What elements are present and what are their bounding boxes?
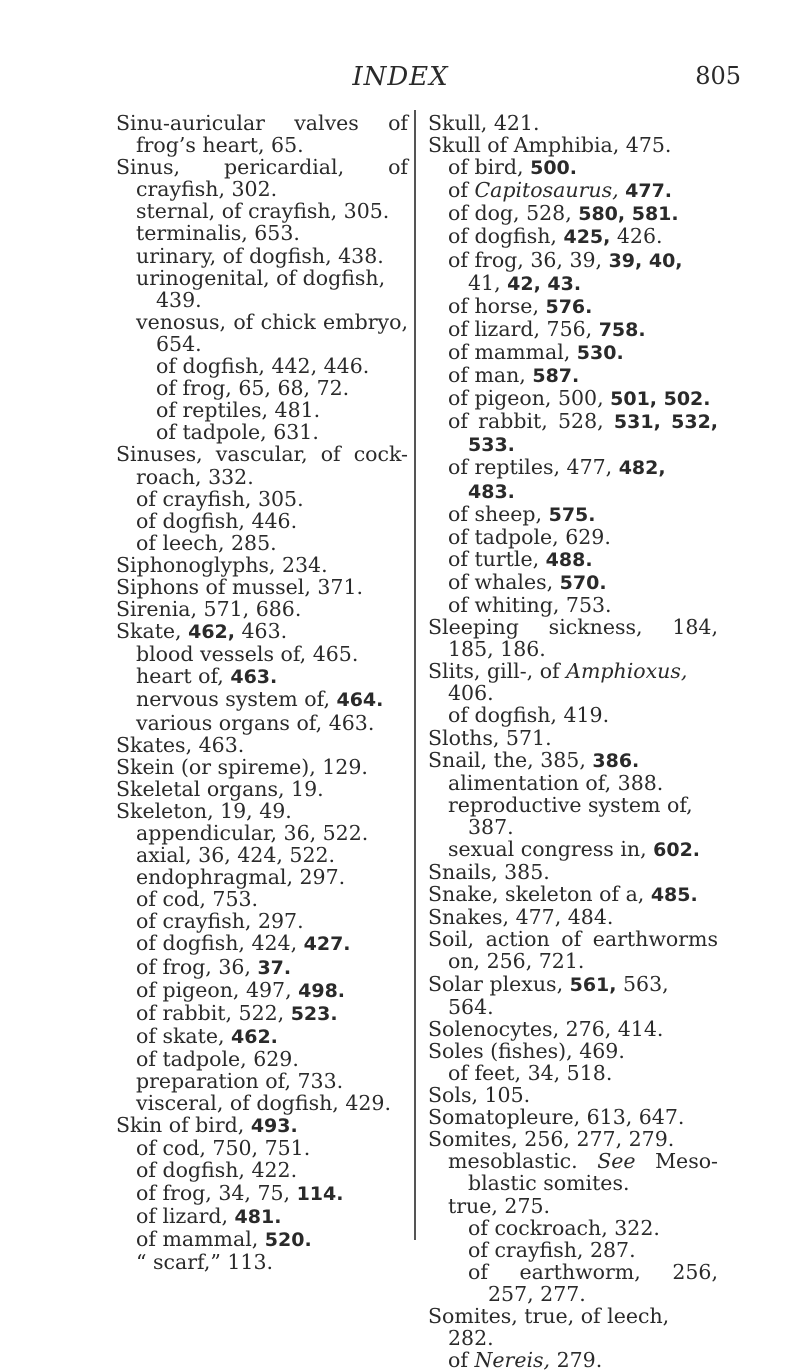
- entry-text: of crayfish, 305.: [136, 486, 304, 511]
- index-entry: [428, 660, 718, 704]
- index-entry: [116, 554, 408, 576]
- entry-text: of pigeon, 497,: [136, 977, 299, 1002]
- index-entry: [116, 510, 408, 532]
- entry-text: of rabbit, 528,: [448, 409, 614, 434]
- page-ref-bold: 587.: [532, 365, 580, 388]
- page-ref-bold: 520.: [264, 1228, 312, 1251]
- entry-text: of whales,: [448, 569, 560, 594]
- column-divider: [414, 110, 416, 1240]
- page-ref-bold: 575.: [548, 503, 596, 526]
- page-ref-bold: 498.: [298, 979, 346, 1002]
- page-ref-bold: 500.: [530, 157, 577, 180]
- page-ref-bold: 37.: [257, 956, 292, 979]
- page-ref-bold: 530.: [576, 341, 624, 364]
- index-entry: [116, 1092, 408, 1114]
- entry-text: urinary, of dogfish, 438.: [136, 243, 384, 268]
- index-entry: [116, 844, 408, 866]
- page-number: 805: [695, 62, 741, 90]
- entry-text: 41,: [468, 270, 508, 295]
- entry-text: Solenocytes, 276, 414.: [428, 1016, 664, 1041]
- page-ref-bold: 39, 40,: [608, 249, 683, 272]
- index-entry: [428, 749, 718, 772]
- index-entry: [116, 1048, 408, 1070]
- entry-text: true, 275.: [448, 1193, 551, 1218]
- index-entry: [428, 249, 718, 295]
- index-entry: [116, 822, 408, 844]
- entry-text: of turtle,: [448, 546, 546, 571]
- index-entry: [116, 888, 408, 910]
- entry-text: of bird,: [448, 155, 531, 180]
- page-ref-bold: 425,: [563, 226, 611, 249]
- index-entry: [116, 910, 408, 932]
- index-entry: [116, 488, 408, 510]
- index-entry: [428, 838, 718, 861]
- entry-text: Sinus, pericardial, of crayfish, 302.: [116, 155, 408, 202]
- index-entry: [116, 399, 408, 421]
- page-ref-bold: 114.: [296, 1182, 344, 1205]
- index-entry: [116, 421, 408, 443]
- page-ref-bold: 576.: [545, 295, 593, 318]
- entry-text: of dogfish, 424,: [136, 931, 304, 956]
- entry-text: of cod, 750, 751.: [136, 1136, 311, 1161]
- index-entry: [428, 1018, 718, 1040]
- entry-text: of mammal,: [136, 1226, 265, 1251]
- entry-text: Soil, action of earthworms on, 256, 721.: [428, 927, 718, 974]
- entry-text: 463.: [234, 619, 288, 644]
- index-entry: [116, 1070, 408, 1092]
- entry-text: of dog, 528,: [448, 201, 579, 226]
- entry-text: 563, 564.: [448, 971, 669, 1019]
- entry-text: Sloths, 571.: [428, 725, 552, 750]
- entry-text: of frog, 34, 75,: [136, 1180, 297, 1205]
- index-entry: [428, 456, 718, 502]
- index-entry: [116, 1159, 408, 1181]
- italic-term: See: [597, 1149, 636, 1174]
- index-entry: [428, 594, 718, 616]
- index-entry: [116, 712, 408, 734]
- index-entry: [428, 1349, 718, 1371]
- index-entry: [428, 928, 718, 972]
- page-ref-bold: 464.: [336, 689, 384, 712]
- entry-text: Sinuses, vascular, of cock-roach, 332.: [116, 442, 408, 489]
- entry-text: of tadpole, 629.: [448, 524, 611, 549]
- entry-text: Skull of Amphibia, 475.: [428, 133, 672, 158]
- entry-text: preparation of, 733.: [136, 1069, 344, 1094]
- index-entry: [428, 112, 718, 134]
- entry-text: nervous system of,: [136, 687, 337, 712]
- entry-text: sexual congress in,: [448, 837, 654, 861]
- entry-text: Soles (fishes), 469.: [428, 1038, 625, 1063]
- index-entry: [428, 727, 718, 749]
- entry-text: Skate,: [116, 619, 189, 644]
- index-entry: [116, 1251, 408, 1273]
- page-ref-bold: 602.: [653, 839, 701, 861]
- italic-term: Nereis,: [474, 1348, 551, 1372]
- entry-text: of frog, 65, 68, 72.: [156, 376, 350, 401]
- index-entry: [428, 883, 718, 906]
- index-entry: [116, 1114, 408, 1137]
- entry-text: of dogfish, 419.: [448, 703, 610, 728]
- index-entry: [116, 1205, 408, 1228]
- index-entry: [428, 179, 718, 202]
- entry-text: of sheep,: [448, 501, 549, 526]
- index-entry: [116, 200, 408, 222]
- page-ref-bold: 488.: [545, 548, 593, 571]
- entry-text: Siphons of mussel, 371.: [116, 574, 364, 599]
- index-entry: [116, 532, 408, 554]
- index-entry: [116, 620, 408, 643]
- entry-text: of reptiles, 481.: [156, 398, 321, 423]
- index-entry: [428, 341, 718, 364]
- index-entry: [116, 245, 408, 267]
- index-entry: [428, 772, 718, 794]
- entry-text: of tadpole, 631.: [156, 420, 319, 445]
- entry-text: Sinu-auricular valves of frog’s heart, 65.: [116, 111, 408, 158]
- page-ref-bold: 561,: [569, 973, 617, 996]
- index-entry: [116, 598, 408, 620]
- index-entry: [116, 355, 408, 377]
- page-ref-bold: 462.: [231, 1025, 278, 1048]
- entry-text: Snakes, 477, 484.: [428, 905, 614, 930]
- index-entry: [116, 1182, 408, 1205]
- page-ref-bold: 531, 532, 533.: [468, 411, 719, 457]
- entry-text: Solar plexus,: [428, 971, 570, 996]
- entry-text: reproductive system of, 387.: [448, 792, 693, 839]
- entry-text: 426.: [610, 224, 663, 249]
- entry-text: mesoblastic.: [448, 1149, 598, 1174]
- index-entry: [428, 387, 718, 410]
- page-ref-bold: 386.: [592, 749, 640, 772]
- entry-text: Sols, 105.: [428, 1083, 531, 1108]
- entry-text: of dogfish, 442, 446.: [156, 354, 370, 379]
- entry-text: Somites, true, of leech, 282.: [428, 1303, 670, 1351]
- index-entry: [116, 643, 408, 665]
- index-entry: [116, 778, 408, 800]
- entry-text: of feet, 34, 518.: [448, 1060, 613, 1085]
- entry-text: terminalis, 653.: [136, 221, 300, 246]
- running-head: INDEX: [352, 62, 449, 92]
- entry-text: of pigeon, 500,: [448, 386, 611, 411]
- page-header: [0, 62, 801, 102]
- entry-text: of lizard, 756,: [448, 316, 599, 341]
- entry-text: of reptiles, 477,: [448, 455, 619, 480]
- entry-text: Skin of bird,: [116, 1113, 251, 1138]
- index-entry: [428, 134, 718, 156]
- index-entry: [428, 364, 718, 387]
- index-entry: [428, 1040, 718, 1062]
- index-entry: [428, 526, 718, 548]
- entry-text: 406.: [448, 681, 494, 706]
- page-ref-bold: 462,: [188, 621, 235, 644]
- page-ref-bold: 580, 581.: [578, 203, 679, 226]
- index-entry: [428, 1261, 718, 1305]
- entry-text: of crayfish, 287.: [468, 1237, 636, 1262]
- index-entry: [428, 156, 718, 179]
- entry-text: of: [448, 1348, 475, 1372]
- entry-text: of frog, 36,: [136, 954, 258, 979]
- entry-text: endophragmal, 297.: [136, 865, 346, 890]
- entry-text: heart of,: [136, 664, 231, 689]
- index-entry: [116, 1025, 408, 1048]
- entry-text: of crayfish, 297.: [136, 909, 304, 934]
- index-entry: [428, 318, 718, 341]
- index-entry: [428, 1239, 718, 1261]
- entry-text: of frog, 36, 39,: [448, 247, 609, 272]
- entry-text: of cockroach, 322.: [468, 1215, 660, 1240]
- index-entry: [116, 866, 408, 888]
- index-entry: [428, 861, 718, 883]
- entry-text: Snails, 385.: [428, 860, 550, 885]
- page-ref-bold: 501, 502.: [610, 388, 711, 411]
- index-entry: [428, 571, 718, 594]
- index-entry: [116, 756, 408, 778]
- page-ref-bold: 427.: [303, 933, 351, 956]
- index-entry: [116, 665, 408, 688]
- entry-text: of tadpole, 629.: [136, 1046, 299, 1071]
- entry-text: Skeleton, 19, 49.: [116, 798, 292, 823]
- entry-text: of skate,: [136, 1023, 232, 1048]
- page-ref-bold: 523.: [290, 1002, 338, 1025]
- index-entry: [116, 800, 408, 822]
- page-ref-bold: 42, 43.: [507, 272, 582, 295]
- entry-text: of dogfish, 446.: [136, 508, 298, 533]
- entry-text: blood vessels of, 465.: [136, 642, 359, 667]
- index-entry: [116, 734, 408, 756]
- entry-text: of earthworm, 256, 257, 277.: [468, 1259, 718, 1306]
- index-entry: [428, 1084, 718, 1106]
- index-entry: [116, 576, 408, 598]
- index-entry: [116, 979, 408, 1002]
- index-column-right: [428, 112, 718, 1371]
- index-entry: [116, 222, 408, 244]
- entry-text: sternal, of crayfish, 305.: [136, 199, 390, 224]
- entry-text: alimentation of, 388.: [448, 770, 664, 795]
- entry-text: Meso-blastic somites.: [468, 1149, 718, 1196]
- page-ref-bold: 485.: [650, 884, 698, 907]
- entry-text: various organs of, 463.: [136, 710, 375, 735]
- italic-term: Amphioxus,: [566, 659, 688, 684]
- index-column-left: [116, 112, 408, 1273]
- index-entry: [428, 202, 718, 225]
- entry-text: of: [448, 178, 475, 203]
- page-ref-bold: 463.: [230, 666, 278, 689]
- entry-text: Somatopleure, 613, 647.: [428, 1105, 685, 1130]
- entry-text: urinogenital, of dogfish, 439.: [136, 265, 386, 312]
- index-entry: [428, 616, 718, 660]
- index-entry: [428, 1106, 718, 1128]
- entry-text: Skein (or spireme), 129.: [116, 754, 368, 779]
- entry-text: of horse,: [448, 293, 546, 318]
- entry-text: 279.: [550, 1348, 603, 1372]
- page-ref-bold: 481.: [234, 1205, 282, 1228]
- index-entry: [116, 1137, 408, 1159]
- entry-text: Siphonoglyphs, 234.: [116, 552, 328, 577]
- entry-text: axial, 36, 424, 522.: [136, 843, 336, 868]
- index-entry: [116, 1228, 408, 1251]
- entry-text: of man,: [448, 363, 533, 388]
- page-ref-bold: 758.: [598, 318, 646, 341]
- entry-text: Somites, 256, 277, 279.: [428, 1127, 675, 1152]
- entry-text: visceral, of dogfish, 429.: [136, 1091, 391, 1116]
- entry-text: Skull, 421.: [428, 111, 540, 135]
- index-entry: [116, 1002, 408, 1025]
- index-entry: [428, 704, 718, 726]
- index-entry: [116, 932, 408, 955]
- entry-text: of dogfish,: [448, 224, 564, 249]
- entry-text: of cod, 753.: [136, 887, 259, 912]
- index-entry: [428, 503, 718, 526]
- index-entry: [116, 311, 408, 355]
- entry-text: appendicular, 36, 522.: [136, 821, 369, 845]
- index-entry: [428, 295, 718, 318]
- entry-text: Snake, skeleton of a,: [428, 882, 651, 907]
- index-entry: [428, 1128, 718, 1150]
- index-entry: [116, 377, 408, 399]
- entry-text: of leech, 285.: [136, 530, 277, 555]
- index-entry: [116, 443, 408, 487]
- index-entry: [116, 956, 408, 979]
- page-ref-bold: 570.: [559, 571, 607, 594]
- index-entry: [428, 1217, 718, 1239]
- italic-term: Capitosaurus,: [474, 178, 619, 203]
- page-ref-bold: 477.: [625, 180, 673, 203]
- entry-text: of mammal,: [448, 339, 577, 364]
- entry-text: of dogfish, 422.: [136, 1158, 298, 1183]
- index-entry: [116, 267, 408, 311]
- index-entry: [116, 112, 408, 156]
- entry-text: Sleeping sickness, 184, 185, 186.: [428, 615, 718, 662]
- entry-text: of lizard,: [136, 1203, 235, 1228]
- index-entry: [428, 1195, 718, 1217]
- index-entry: [428, 906, 718, 928]
- entry-text: of whiting, 753.: [448, 592, 612, 617]
- index-entry: [428, 548, 718, 571]
- index-entry: [428, 794, 718, 838]
- index-entry: [428, 1062, 718, 1084]
- entry-text: Slits, gill-, of: [428, 659, 567, 684]
- entry-text: Snail, the, 385,: [428, 747, 593, 772]
- index-entry: [116, 156, 408, 200]
- entry-text: Sirenia, 571, 686.: [116, 597, 302, 622]
- index-entry: [428, 225, 718, 248]
- entry-text: “ scarf,” 113.: [136, 1249, 274, 1274]
- index-entry: [428, 1150, 718, 1194]
- index-entry: [428, 973, 718, 1018]
- page-ref-bold: 493.: [250, 1115, 298, 1138]
- index-entry: [116, 688, 408, 711]
- index-entry: [428, 1305, 718, 1349]
- entry-text: Skeletal organs, 19.: [116, 776, 324, 801]
- index-entry: [428, 410, 718, 456]
- page-ref-bold: 482, 483.: [468, 457, 666, 503]
- entry-text: of rabbit, 522,: [136, 1000, 291, 1025]
- entry-text: venosus, of chick embryo, 654.: [136, 309, 408, 356]
- entry-text: Skates, 463.: [116, 732, 245, 757]
